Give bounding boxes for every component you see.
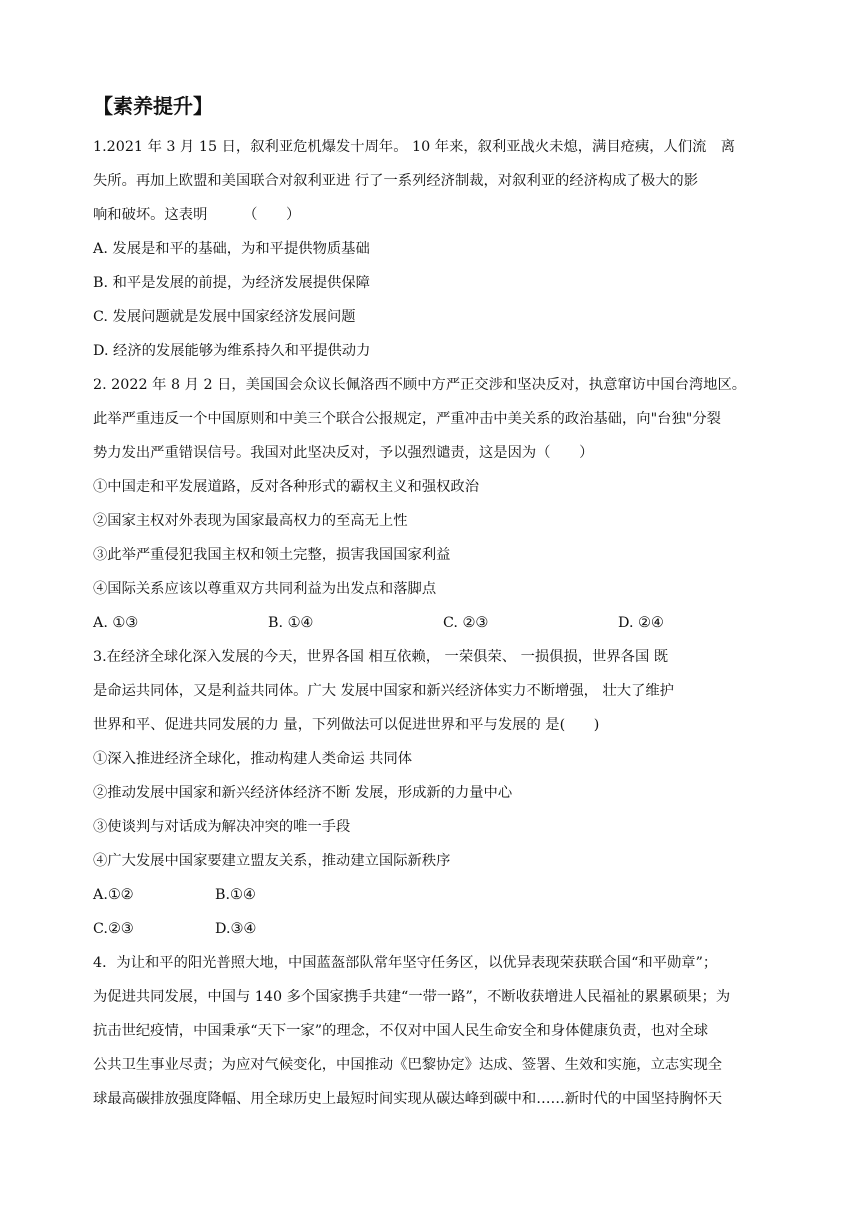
question-1-option-b: B. 和平是发展的前提，为经济发展提供保障 [93,275,370,291]
question-4-line: 公共卫生事业尽责；为应对气候变化，中国推动《巴黎协定》达成、签署、生效和实施，立志实现全 [93,1057,723,1073]
question-3-statement-2: ②推动发展中国家和新兴经济体经济不断 发展，形成新的力量中心 [93,785,513,801]
question-1-line: 响和破坏。这表明 （ ） [93,207,301,223]
question-3-line: 3.在经济全球化深入发展的今天，世界各国 相互依赖， 一荣俱荣、 一损俱损，世界各国 既 [93,649,669,665]
question-1-option-c: C. 发展问题就是发展中国家经济发展问题 [93,309,356,325]
section-heading: 【素养提升】 [93,94,213,118]
question-2 [93,368,773,640]
document-content [93,92,773,1116]
question-2-option-b: B. ①④ [268,615,314,631]
question-1-line: 失所。再加上欧盟和美国联合对叙利亚进 行了一系列经济制裁，对叙利亚的经济构成了极大的影 [93,173,699,189]
question-1-option-d: D. 经济的发展能够为维系持久和平提供动力 [93,343,371,359]
question-3-option-a: A.①② [93,887,134,903]
question-2-statement-4: ④国际关系应该以尊重双方共同利益为出发点和落脚点 [93,581,437,597]
question-2-line: 势力发出严重错误信号。我国对此坚决反对，予以强烈谴责，这是因为（ ） [93,445,594,461]
question-4-line: 为促进共同发展，中国与 140 多个国家携手共建“一带一路”，不断收获增进人民福祉的累累硕果；为 [93,989,731,1005]
question-3-statement-3: ③使谈判与对话成为解决冲突的唯一手段 [93,819,351,835]
question-2-statement-2: ②国家主权对外表现为国家最高权力的至高无上性 [93,513,408,529]
question-2-options [93,606,773,640]
question-3-options-row-1 [93,878,773,912]
question-1-line: 1.2021 年 3 月 15 日，叙利亚危机爆发十周年。 10 年来，叙利亚战火未熄，满目疮痍，人们流 离 [93,139,736,155]
question-3-statement-4: ④广大发展中国家要建立盟友关系，推动建立国际新秩序 [93,853,451,869]
question-4 [93,946,773,1116]
question-3-option-c: C.②③ [93,921,134,937]
question-4-line: 4．为让和平的阳光普照大地，中国蓝盔部队常年坚守任务区，以优异表现荣获联合国“和平勋章”； [93,955,718,971]
question-4-line: 球最高碳排放强度降幅、用全球历史上最短时间实现从碳达峰到碳中和……新时代的中国坚持胸怀天 [93,1091,723,1107]
question-3-line: 世界和平、促进共同发展的力 量，下列做法可以促进世界和平与发展的 是( ) [93,717,600,733]
question-3 [93,640,773,946]
question-3-statement-1: ①深入推进经济全球化，推动构建人类命运 共同体 [93,751,413,767]
question-2-statement-3: ③此举严重侵犯我国主权和领土完整，损害我国国家利益 [93,547,451,563]
question-4-line: 抗击世纪疫情，中国秉承“天下一家”的理念，不仅对中国人民生命安全和身体健康负责，也对全球 [93,1023,709,1039]
question-1 [93,130,773,368]
question-1-option-a: A. 发展是和平的基础，为和平提供物质基础 [93,241,370,257]
question-3-option-d: D.③④ [215,921,257,937]
question-2-option-d: D. ②④ [618,615,664,631]
question-2-statement-1: ①中国走和平发展道路，反对各种形式的霸权主义和强权政治 [93,479,480,495]
question-3-options-row-2 [93,912,773,946]
question-2-line: 此举严重违反一个中国原则和中美三个联合公报规定，严重冲击中美关系的政治基础，向"台独"分裂 [93,411,721,427]
question-2-option-a: A. ①③ [93,615,139,631]
question-2-option-c: C. ②③ [443,615,489,631]
question-2-line: 2. 2022 年 8 月 2 日，美国国会众议长佩洛西不顾中方严正交涉和坚决反对，执意窜访中国台湾地区。 [93,377,747,393]
question-3-option-b: B.①④ [215,887,256,903]
question-3-line: 是命运共同体，又是利益共同体。广大 发展中国家和新兴经济体实力不断增强， 壮大了维护 [93,683,674,699]
